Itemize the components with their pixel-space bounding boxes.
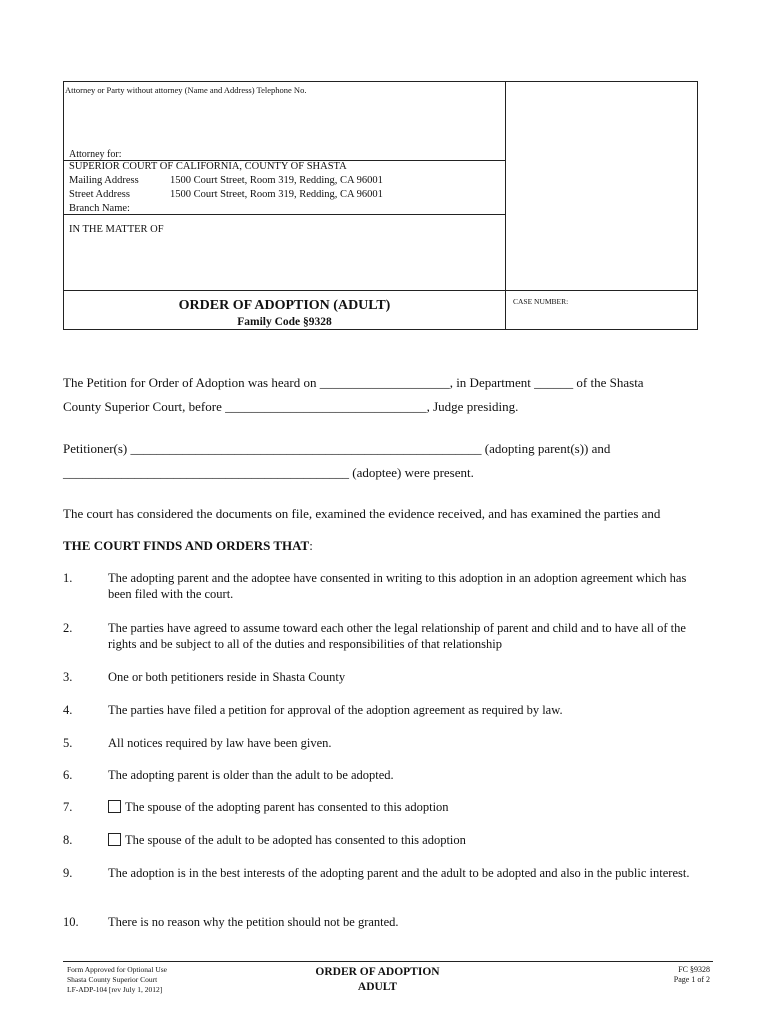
findings-heading-text: THE COURT FINDS AND ORDERS THAT [63, 538, 310, 553]
footer-center [285, 965, 470, 995]
footer-court: Shasta County Superior Court [67, 975, 158, 984]
attorney-for-label: Attorney for: [69, 149, 122, 160]
branch-name-label: Branch Name: [69, 203, 130, 214]
court-considered-text: The court has considered the documents on file, examined the evidence received, and has examined the parties and [63, 506, 661, 521]
footer-rule [63, 961, 713, 962]
finding-number: 6. [63, 768, 73, 782]
findings-heading [63, 538, 313, 554]
finding-text: The spouse of the adopting parent has consented to this adoption [125, 800, 449, 814]
finding-text: The spouse of the adult to be adopted has consented to this adoption [125, 833, 466, 847]
mailing-address-label: Mailing Address [69, 175, 139, 186]
finding-text: The adopting parent is older than the adult to be adopted. [108, 768, 394, 782]
finding-number: 2. [63, 621, 73, 635]
hearing-line-2: County Superior Court, before _______________________________, Judge presiding. [63, 399, 519, 414]
finding-text: There is no reason why the petition should not be granted. [108, 915, 399, 929]
finding-text: One or both petitioners reside in Shasta County [108, 670, 346, 684]
footer-right [620, 965, 710, 985]
attorney-label: Attorney or Party without attorney (Name and Address) Telephone No. [65, 85, 307, 95]
form-title: ORDER OF ADOPTION (ADULT) [178, 298, 391, 313]
form-subtitle: Family Code §9328 [237, 316, 332, 328]
right-blank-box [505, 81, 698, 291]
finding-checkbox-row [108, 799, 708, 815]
finding-number: 5. [63, 736, 73, 750]
street-address-label: Street Address [69, 189, 130, 200]
court-name: SUPERIOR COURT OF CALIFORNIA, COUNTY OF SHASTA [69, 161, 347, 172]
case-number-box [505, 290, 698, 330]
finding-text: The parties have agreed to assume toward each other the legal relationship of parent and child and to have all of the rights and be subject to all of the duties and responsibilities of that relationship [108, 621, 686, 651]
footer-title: ORDER OF ADOPTION [315, 966, 440, 978]
finding-number: 8. [63, 833, 73, 847]
finding-number: 9. [63, 866, 73, 880]
finding-text: All notices required by law have been given. [108, 736, 332, 750]
case-number-label: CASE NUMBER: [513, 297, 569, 306]
findings-heading-colon: : [309, 538, 313, 553]
finding-number: 10. [63, 915, 79, 929]
footer-subtitle: ADULT [357, 981, 398, 993]
hearing-line-1: The Petition for Order of Adoption was heard on ____________________, in Department ______ of the Shasta [63, 375, 644, 390]
finding-number: 1. [63, 571, 73, 585]
footer-form-number: LF-ADP-104 [rev July 1, 2012] [67, 985, 163, 994]
matter-label: IN THE MATTER OF [69, 224, 164, 235]
footer-form-approved: Form Approved for Optional Use [67, 965, 167, 974]
finding-number: 3. [63, 670, 73, 684]
spouse-adoptee-checkbox[interactable] [108, 833, 121, 846]
finding-text: The parties have filed a petition for approval of the adoption agreement as required by law. [108, 703, 563, 717]
finding-number: 4. [63, 703, 73, 717]
footer-page-number: Page 1 of 2 [673, 975, 710, 984]
petitioner-line-1: Petitioner(s) ______________________________________________________ (adopting parent(s)) and [63, 441, 611, 456]
finding-text: The adopting parent and the adoptee have consented in writing to this adoption in an adoption agreement which has been filed with the court. [108, 571, 687, 601]
mailing-address-value: 1500 Court Street, Room 319, Redding, CA 96001 [170, 175, 383, 186]
footer-left [67, 965, 167, 995]
finding-number: 7. [63, 800, 73, 814]
street-address-value: 1500 Court Street, Room 319, Redding, CA 96001 [170, 189, 383, 200]
footer-code: FC §9328 [678, 965, 710, 974]
petitioner-line-2: ____________________________________________ (adoptee) were present. [63, 465, 474, 480]
spouse-adopting-parent-checkbox[interactable] [108, 800, 121, 813]
finding-checkbox-row [108, 832, 708, 848]
finding-text: The adoption is in the best interests of the adopting parent and the adult to be adopted and also in the public interest. [108, 866, 690, 880]
